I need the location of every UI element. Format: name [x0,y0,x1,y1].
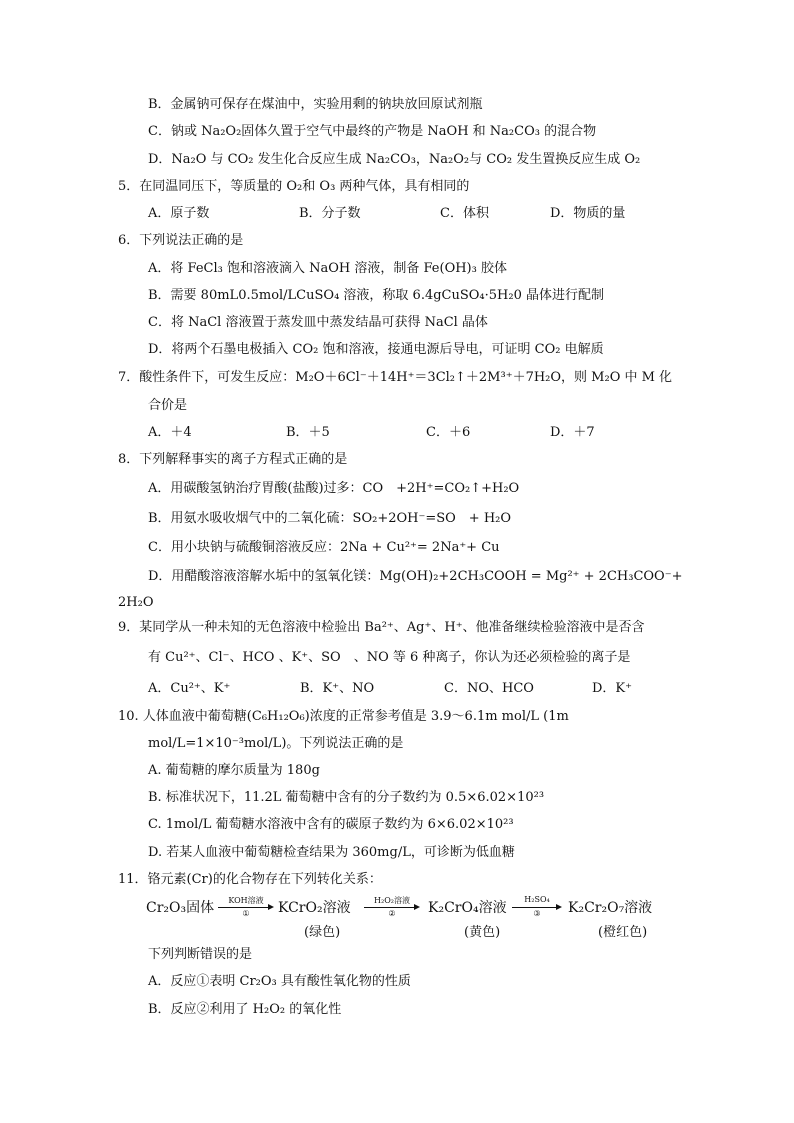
q6-option-a: A．将 FeCl₃ 饱和溶液滴入 NaOH 溶液，制备 Fe(OH)₃ 胶体 [148,261,507,276]
q5-option-b: B．分子数 [299,206,361,221]
q10-option-b: B. 标准状况下，11.2L 葡萄糖中含有的分子数约为 0.5×6.02×10²³ [148,790,545,805]
q8-option-c: C．用小块钠与硫酸铜溶液反应：2Na + Cu²⁺= 2Na⁺+ Cu [148,540,500,555]
q11-option-b: B．反应②利用了 H₂O₂ 的氧化性 [148,1002,342,1017]
q11-judge: 下列判断错误的是 [148,947,253,962]
q9-stem: 9．某同学从一种未知的无色溶液中检验出 Ba²⁺、Ag⁺、H⁺、他准备继续检验溶液中是否含 [118,620,645,635]
q9-option-a: A．Cu²⁺、K⁺ [148,681,231,696]
q9-stem-cont: 有 Cu²⁺、Cl⁻、HCO 、K⁺、SO 、NO 等 6 种离子，你认为还必须检验的离子是 [148,650,631,665]
q4-option-b: B．金属钠可保存在煤油中，实验用剩的钠块放回原试剂瓶 [148,97,483,112]
arrow3-number: ③ [533,909,541,918]
q9-option-d: D．K⁺ [592,681,632,696]
q10-stem: 10. 人体血液中葡萄糖(C₆H₁₂O₆)浓度的正常参考值是 3.9～6.1m mol/L (1m [118,709,569,724]
scheme-k2cro4: K₂CrO₄溶液 [428,900,507,916]
q5-option-c: C．体积 [440,206,489,221]
q4-option-d: D．Na₂O 与 CO₂ 发生化合反应生成 Na₂CO₃，Na₂O₂与 CO₂ 发生置换反应生成 O₂ [148,152,641,167]
arrow2-number: ② [388,909,396,918]
scheme-kcro2: KCrO₂溶液 [278,900,351,916]
q8-stem: 8．下列解释事实的离子方程式正确的是 [118,452,348,467]
q5-option-a: A．原子数 [148,206,210,221]
arrow1-reagent: KOH溶液 [228,896,264,905]
q9-option-c: C．NO、HCO [444,681,534,696]
q8-option-d: D．用醋酸溶液溶解水垢中的氢氧化镁：Mg(OH)₂+2CH₃COOH = Mg²⁺ + 2CH₃COO⁻+ [148,569,683,584]
conversion-scheme [146,897,666,941]
q10-option-d: D. 若某人血液中葡萄糖检查结果为 360mg/L，可诊断为低血糖 [148,845,515,860]
q7-stem: 7．酸性条件下，可发生反应：M₂O＋6Cl⁻＋14H⁺＝3Cl₂↑＋2M³⁺＋7H₂O，则 M₂O 中 M 化 [118,370,673,385]
q8-option-b: B．用氨水吸收烟气中的二氧化硫：SO₂+2OH⁻=SO + H₂O [148,511,512,526]
q7-option-b: B．＋5 [286,425,330,440]
q4-option-c: C．钠或 Na₂O₂固体久置于空气中最终的产物是 NaOH 和 Na₂CO₃ 的混合物 [148,124,597,139]
q6-option-c: C．将 NaCl 溶液置于蒸发皿中蒸发结晶可获得 NaCl 晶体 [148,315,488,330]
scheme-kcro2-color: (绿色) [304,925,341,940]
q7-option-a: A．＋4 [148,425,192,440]
scheme-k2cr2o7: K₂Cr₂O₇溶液 [568,900,653,916]
q8-option-a: A．用碳酸氢钠治疗胃酸(盐酸)过多：CO +2H⁺=CO₂↑+H₂O [148,481,520,496]
arrow3-line [512,907,556,908]
q6-option-b: B．需要 80mL0.5mol/LCuSO₄ 溶液，称取 6.4gCuSO₄·5H₂0 晶体进行配制 [148,288,604,303]
q7-option-d: D．＋7 [550,425,595,440]
scheme-cr2o3: Cr₂O₃固体 [146,900,215,916]
q10-stem-cont: mol/L=1×10⁻³mol/L)。下列说法正确的是 [148,736,404,751]
q5-option-d: D．物质的量 [550,206,626,221]
scheme-k2cro4-color: (黄色) [464,925,501,940]
arrow2-line [364,907,414,908]
q6-stem: 6．下列说法正确的是 [118,233,244,248]
q5-stem: 5．在同温同压下，等质量的 O₂和 O₃ 两种气体，具有相同的 [118,179,470,194]
q6-option-d: D．将两个石墨电极插入 CO₂ 饱和溶液，接通电源后导电，可证明 CO₂ 电解质 [148,342,604,357]
scheme-k2cr2o7-color: (橙红色) [598,925,648,940]
arrow1-number: ① [242,909,250,918]
q10-option-a: A. 葡萄糖的摩尔质量为 180g [148,763,320,778]
q9-option-b: B．K⁺、NO [300,681,375,696]
q7-stem-cont: 合价是 [148,398,188,413]
q8-option-d-cont: 2H₂O [118,595,154,610]
q10-option-c: C. 1mol/L 葡萄糖水溶液中含有的碳原子数约为 6×6.02×10²³ [148,817,514,832]
arrow2-reagent: H₂O₂溶液 [374,896,410,905]
arrow3-reagent: H₂SO₄ [524,895,550,904]
q11-stem: 11．铬元素(Cr)的化合物存在下列转化关系： [118,872,382,887]
arrow1-line [218,907,268,908]
q7-option-c: C．＋6 [426,425,471,440]
q11-option-a: A．反应①表明 Cr₂O₃ 具有酸性氧化物的性质 [148,974,411,989]
